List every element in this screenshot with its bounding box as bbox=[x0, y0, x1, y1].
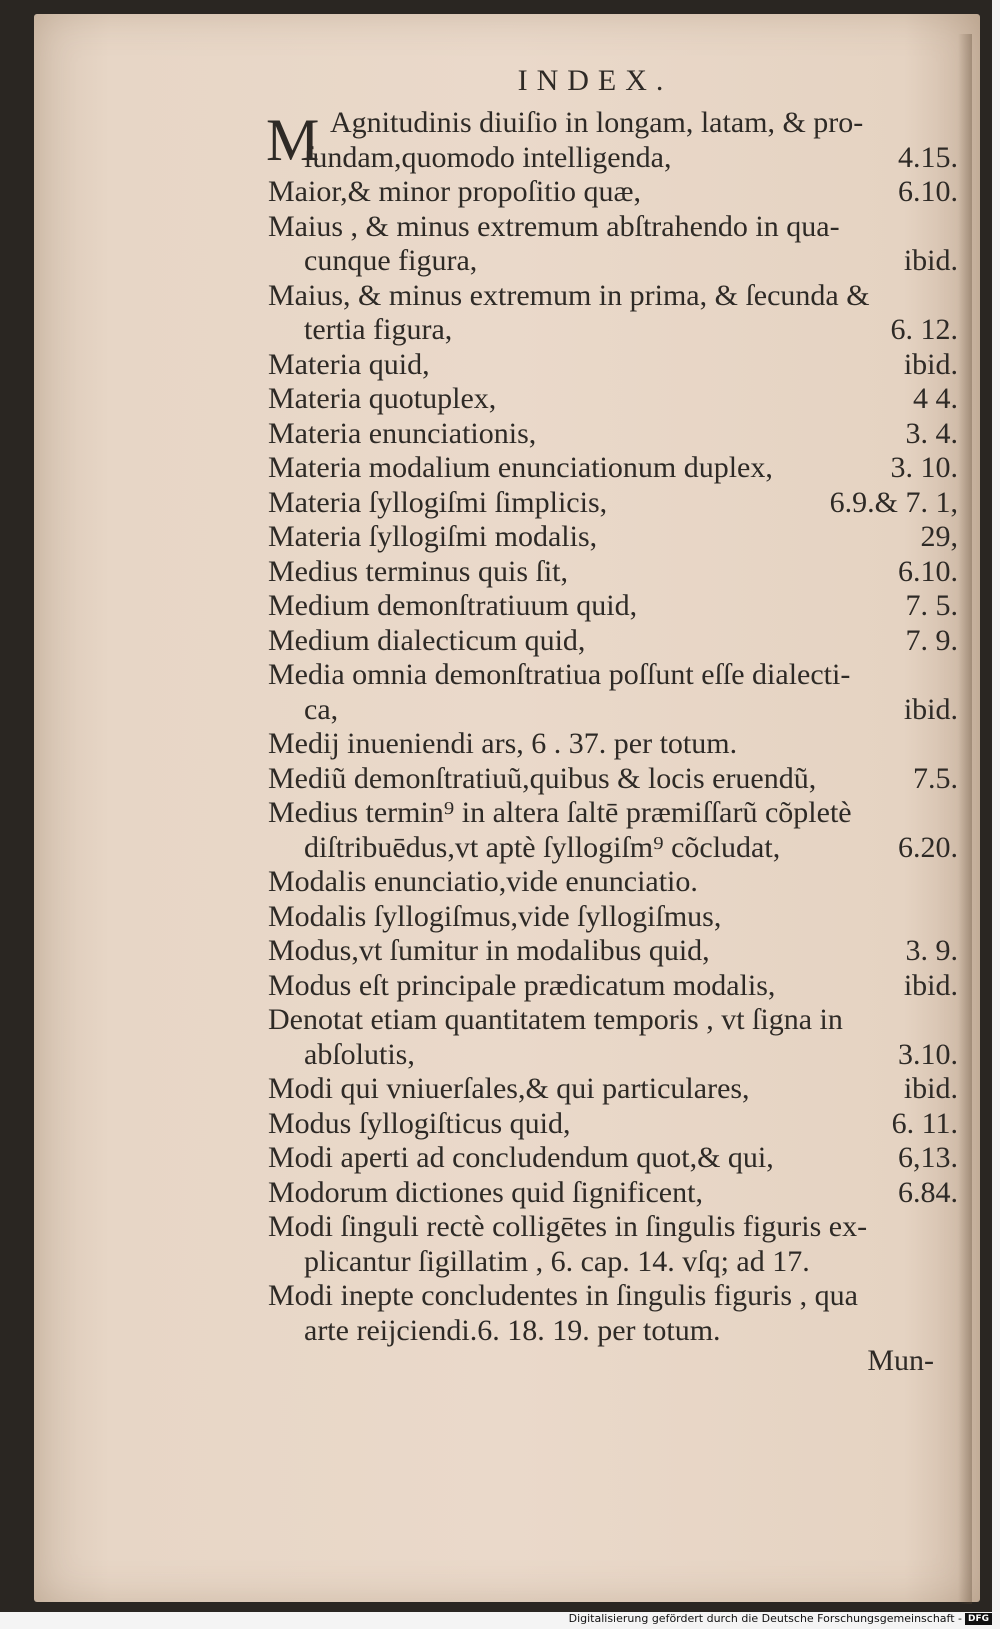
index-line bbox=[268, 313, 958, 348]
index-line bbox=[268, 658, 958, 693]
index-entry-ref: 7.5. bbox=[913, 761, 958, 795]
index-line bbox=[268, 175, 958, 210]
index-line bbox=[268, 762, 958, 797]
index-entry-text: arte reijciendi.6. 18. 19. per totum. bbox=[304, 1313, 721, 1347]
index-entry-text: Medium dialecticum quid, bbox=[268, 623, 586, 657]
index-entry-ref: 6.20. bbox=[898, 830, 958, 864]
index-line bbox=[268, 141, 958, 176]
index-line bbox=[268, 1314, 958, 1349]
index-entry-ref: ibid. bbox=[903, 968, 958, 1002]
index-line bbox=[268, 900, 958, 935]
index-line bbox=[268, 934, 958, 969]
index-entry-ref: 4 4. bbox=[913, 382, 958, 415]
index-entry-text: Materia modalium enunciationum duplex, bbox=[268, 451, 773, 484]
index-entry-text: Modi ſinguli rectè colligētes in ſingulis figuris ex- bbox=[268, 1210, 868, 1243]
index-line bbox=[268, 555, 958, 590]
index-entry-text: Materia quid, bbox=[268, 347, 430, 381]
index-line bbox=[268, 1245, 958, 1280]
index-line bbox=[268, 727, 958, 762]
index-line bbox=[268, 1003, 958, 1038]
index-line bbox=[268, 796, 958, 831]
index-line bbox=[268, 589, 958, 624]
index-entry-ref: 3. 10. bbox=[890, 451, 958, 484]
index-entry-ref: 3. 9. bbox=[905, 934, 958, 967]
index-entry-text: Modi aperti ad concludendum quot,& qui, bbox=[268, 1141, 774, 1174]
drop-cap: M bbox=[266, 107, 320, 173]
index-entry-text: tertia figura, bbox=[304, 313, 453, 346]
index-line bbox=[268, 1176, 958, 1211]
running-head: INDEX. bbox=[517, 64, 673, 97]
index-entry-text: abſolutis, bbox=[304, 1037, 415, 1071]
index-line bbox=[268, 486, 958, 521]
index-entry-text: Modalis enunciatio,vide enunciatio. bbox=[268, 865, 698, 898]
index-line bbox=[268, 1210, 958, 1245]
index-line bbox=[268, 865, 958, 900]
index-entry-text: ca, bbox=[304, 692, 339, 726]
digitization-footer bbox=[569, 1611, 992, 1627]
index-line bbox=[268, 106, 958, 141]
index-line bbox=[268, 1107, 958, 1142]
index-entry-ref: 4.15. bbox=[898, 140, 958, 174]
index-entry-text: Materia ſyllogiſmi modalis, bbox=[268, 520, 598, 553]
index-line bbox=[268, 348, 958, 383]
index-entry-text: Medius terminus quis ſit, bbox=[268, 554, 568, 588]
page-edge-shadow bbox=[958, 34, 972, 1604]
dfg-logo-icon: DFG bbox=[965, 1613, 992, 1625]
index-entry-ref: 6. 11. bbox=[891, 1106, 958, 1140]
index-entry-text: Maior,& minor propoſitio quæ, bbox=[268, 175, 641, 208]
index-entry-text: Modi inepte concludentes in ſingulis figuris , qua bbox=[268, 1279, 858, 1312]
index-entry-text: ſundam,quomodo intelligenda, bbox=[304, 140, 672, 174]
index-line bbox=[268, 1279, 958, 1314]
index-entry-text: Maius, & minus extremum in prima, & ſecunda & bbox=[268, 278, 870, 312]
index-entry-text: Materia enunciationis, bbox=[268, 416, 537, 450]
index-entry-ref: 7. 9. bbox=[905, 623, 958, 657]
index-entry-text: Media omnia demonſtratiua poſſunt eſſe dialecti- bbox=[268, 658, 851, 691]
footer-text: Digitalisierung gefördert durch die Deutsche Forschungsgemeinschaft - bbox=[568, 1612, 962, 1625]
index-entry-ref: 6.84. bbox=[898, 1175, 958, 1209]
index-line bbox=[268, 451, 958, 486]
index-entry-text: Modi qui vniuerſales,& qui particulares, bbox=[268, 1072, 750, 1105]
index-entry-ref: ibid. bbox=[903, 347, 958, 381]
index-entry-text: Modus eſt principale prædicatum modalis, bbox=[268, 968, 776, 1002]
index-entry-text: Materia ſyllogiſmi ſimplicis, bbox=[268, 485, 608, 519]
index-text-block bbox=[268, 106, 958, 1348]
index-entry-text: diſtribuēdus,vt aptè ſyllogiſm⁹ cõcludat, bbox=[304, 830, 781, 864]
index-line bbox=[268, 210, 958, 245]
index-entry-ref: ibid. bbox=[903, 244, 958, 277]
index-entry-text: Denotat etiam quantitatem temporis , vt ſigna in bbox=[268, 1003, 843, 1036]
index-line bbox=[268, 693, 958, 728]
index-line bbox=[268, 382, 958, 417]
index-entry-ref: ibid. bbox=[903, 1072, 958, 1105]
index-entry-text: Medium demonſtratiuum quid, bbox=[268, 589, 638, 622]
index-line bbox=[268, 624, 958, 659]
index-entry-ref: 3. 4. bbox=[905, 416, 958, 450]
index-line bbox=[268, 969, 958, 1004]
index-entry-text: Modorum dictiones quid ſignificent, bbox=[268, 1175, 703, 1209]
index-entry-ref: 29, bbox=[920, 520, 958, 553]
index-entry-text: Materia quotuplex, bbox=[268, 382, 497, 415]
index-entry-text: Agnitudinis diuiſio in longam, latam, & pro- bbox=[330, 106, 864, 139]
index-entry-ref: 6. 12. bbox=[890, 313, 958, 346]
index-entry-ref: 6.10. bbox=[898, 175, 958, 208]
index-entry-ref: ibid. bbox=[903, 692, 958, 726]
index-entry-text: Modus,vt ſumitur in modalibus quid, bbox=[268, 934, 710, 967]
index-entry-ref: 6,13. bbox=[898, 1141, 958, 1174]
index-entry-text: Medius termin⁹ in altera ſaltē præmiſſarũ cõpletè bbox=[268, 796, 852, 829]
index-line bbox=[268, 831, 958, 866]
catchword: Mun- bbox=[867, 1344, 934, 1377]
index-entry-ref: 6.9.& 7. 1, bbox=[829, 485, 958, 519]
index-line bbox=[268, 1072, 958, 1107]
index-entry-ref: 7. 5. bbox=[905, 589, 958, 622]
index-entry-text: Maius , & minus extremum abſtrahendo in qua- bbox=[268, 209, 840, 243]
index-line bbox=[268, 417, 958, 452]
index-entry-text: plicantur ſigillatim , 6. cap. 14. vſq; ad 17. bbox=[304, 1244, 810, 1278]
index-line bbox=[268, 279, 958, 314]
index-entry-ref: 3.10. bbox=[898, 1037, 958, 1071]
index-entry-ref: 6.10. bbox=[898, 554, 958, 588]
index-line bbox=[268, 520, 958, 555]
index-entry-text: cunque figura, bbox=[304, 244, 478, 277]
index-line bbox=[268, 1038, 958, 1073]
index-entry-text: Modus ſyllogiſticus quid, bbox=[268, 1106, 571, 1140]
index-line bbox=[268, 1141, 958, 1176]
index-entry-text: Modalis ſyllogiſmus,vide ſyllogiſmus, bbox=[268, 899, 722, 933]
index-entry-text: Medij inueniendi ars, 6 . 37. per totum. bbox=[268, 727, 738, 760]
index-entry-text: Mediũ demonſtratiuũ,quibus & locis eruendũ, bbox=[268, 761, 817, 795]
index-line bbox=[268, 244, 958, 279]
